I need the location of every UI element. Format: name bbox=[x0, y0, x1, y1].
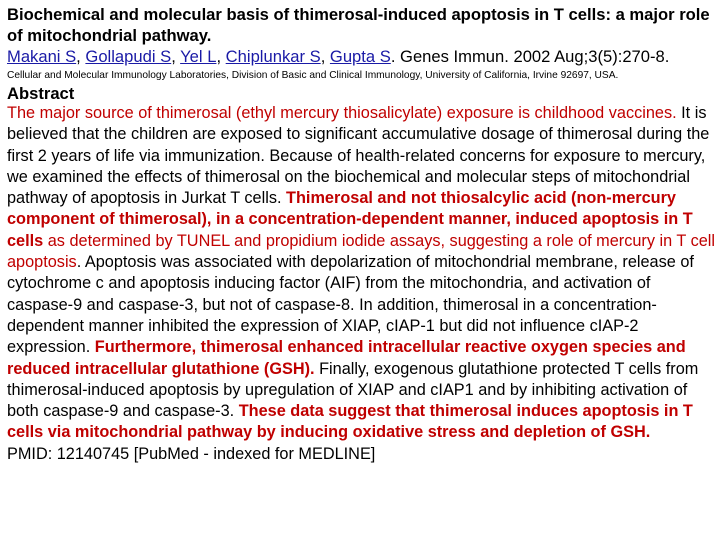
abstract-segment-glutathione: Finally, exogenous glutathione protected T cells from thimerosal-induced apoptosis by upregulation of XIAP and cIAP1 and by inhibiting activation of both caspase-9 and caspase-3. bbox=[7, 359, 699, 421]
author-link-gollapudi[interactable]: Gollapudi S bbox=[85, 47, 172, 66]
author-link-gupta[interactable]: Gupta S bbox=[329, 47, 391, 66]
abstract-segment-background: It is believed that the children are exposed to significant accumulative dosage of thimerosal during the first 2 years of life via immunization. Because of health-related concerns for exposure to mercury, we examined the effects of thimerosal on the biochemical and molecular steps of mitochondrial pathway of apoptosis in Jurkat T cells. bbox=[7, 104, 710, 208]
pmid-line: PMID: 12140745 [PubMed - indexed for MEDLINE] bbox=[7, 444, 376, 463]
abstract-heading: Abstract bbox=[7, 84, 75, 103]
author-link-chiplunkar[interactable]: Chiplunkar S bbox=[225, 47, 321, 66]
author-link-yel[interactable]: Yel L bbox=[180, 47, 217, 66]
journal-citation: . Genes Immun. 2002 Aug;3(5):270-8. bbox=[390, 47, 670, 66]
article-title: Biochemical and molecular basis of thimerosal-induced apoptosis in T cells: a major role of mitochondrial pathway. bbox=[7, 5, 710, 45]
abstract-segment-oxidative: Furthermore, thimerosal enhanced intracellular reactive oxygen species and reduced intracellular glutathione (GSH). bbox=[7, 338, 686, 378]
citation-line: Makani S, Gollapudi S, Yel L, Chiplunkar S, Gupta S. Genes Immun. 2002 Aug;3(5):270-8. bbox=[7, 47, 670, 66]
abstract-segment-assays: as determined by TUNEL and propidium iodide assays, suggesting a role of mercury in T cell apoptosis bbox=[7, 231, 716, 272]
article-record bbox=[7, 4, 715, 465]
affiliation: Cellular and Molecular Immunology Laboratories, Division of Basic and Clinical Immunology, University of California, Irvine 92697, USA. bbox=[7, 70, 619, 81]
abstract-segment-mechanism: . Apoptosis was associated with depolarization of mitochondrial membrane, release of cytochrome c and apoptosis inducing factor (AIF) from the mitochondria, and activation of caspase-9 and caspase-3, but not of caspase-8. In addition, thimerosal in a concentration-dependent manner inhibited the expression of XIAP, cIAP-1 but did not influence cIAP-2 expression. bbox=[7, 253, 694, 357]
author-link-makani[interactable]: Makani S bbox=[7, 47, 77, 66]
abstract-segment-conclusion: These data suggest that thimerosal induces apoptosis in T cells via mitochondrial pathway by inducing oxidative stress and depletion of GSH. bbox=[7, 402, 693, 442]
abstract-body bbox=[7, 103, 715, 444]
abstract-segment-vaccine-source: The major source of thimerosal (ethyl mercury thiosalicylate) exposure is childhood vaccines. bbox=[7, 104, 677, 122]
abstract-segment-key-finding: Thimerosal and not thiosalcylic acid (non-mercury component of thimerosal), in a concentration-dependent manner, induced apoptosis in T cells bbox=[7, 189, 693, 250]
